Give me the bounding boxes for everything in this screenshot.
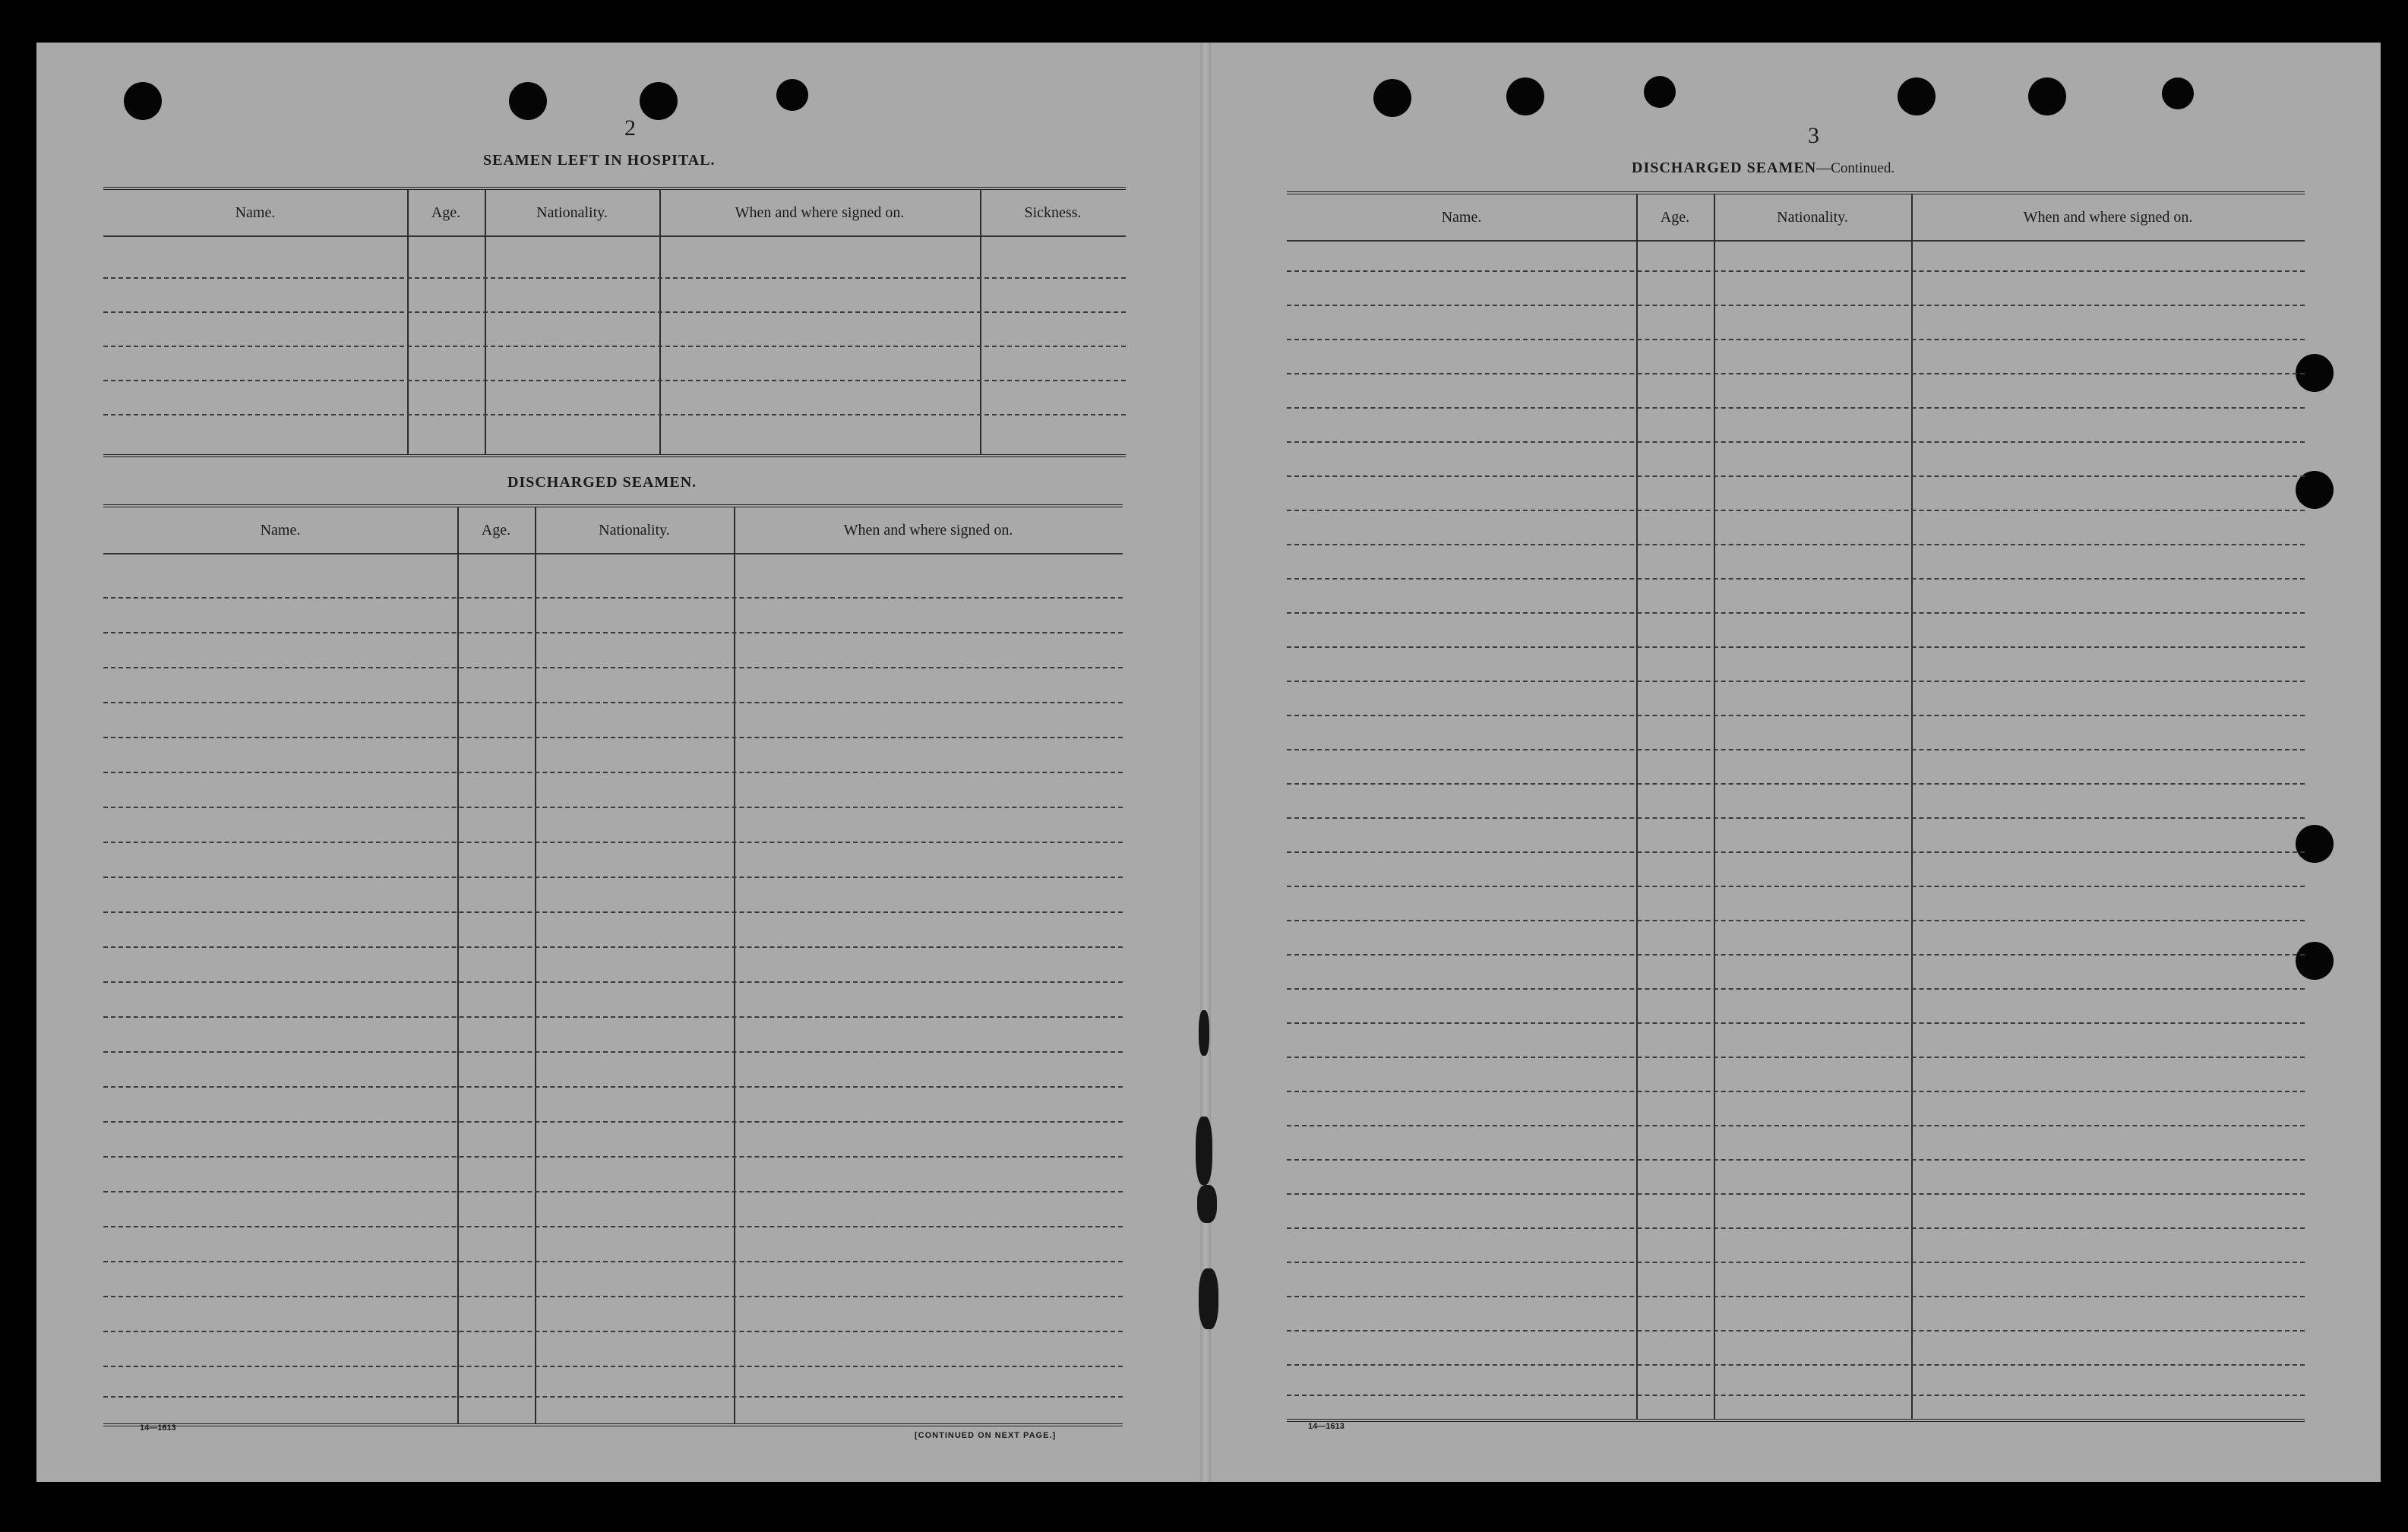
table-row <box>1287 920 2305 921</box>
discharged-table <box>103 504 1123 1426</box>
punch-hole <box>1373 79 1411 117</box>
punch-hole <box>1506 77 1544 115</box>
table-row <box>103 346 1126 347</box>
table-row <box>1287 475 2305 477</box>
section-title-discharged: DISCHARGED SEAMEN. <box>507 474 697 491</box>
table-row <box>1287 1296 2305 1297</box>
section-title-hospital: SEAMEN LEFT IN HOSPITAL. <box>483 152 716 169</box>
column-rule <box>1636 194 1638 1419</box>
column-header-nationality: Nationality. <box>535 507 734 554</box>
table-row <box>1287 441 2305 443</box>
table-row <box>103 1261 1123 1262</box>
punch-hole <box>776 79 808 111</box>
fold-damage <box>1196 1117 1212 1185</box>
table-row <box>103 380 1126 381</box>
column-header-signed-on: When and where signed on. <box>734 507 1123 554</box>
column-header-name: Name. <box>1287 194 1636 242</box>
table-row <box>1287 612 2305 614</box>
table-row <box>103 632 1123 633</box>
table-row <box>1287 1125 2305 1126</box>
punch-hole <box>1644 76 1676 108</box>
table-row <box>103 772 1123 773</box>
table-row <box>1287 544 2305 545</box>
table-row <box>103 667 1123 668</box>
page-number: 2 <box>624 115 636 141</box>
page-number: 3 <box>1808 123 1819 148</box>
table-row <box>103 807 1123 808</box>
table-row <box>1287 339 2305 340</box>
table-row <box>1287 270 2305 272</box>
section-title-discharged-continued <box>1632 160 1894 177</box>
column-rule <box>734 507 735 1423</box>
table-row <box>1287 578 2305 580</box>
punch-hole <box>2028 77 2066 115</box>
punch-hole <box>2162 77 2194 109</box>
table-row <box>1287 851 2305 853</box>
table-row <box>103 1086 1123 1088</box>
column-header-name: Name. <box>103 507 457 554</box>
punch-hole <box>1898 77 1936 115</box>
table-row <box>103 911 1123 913</box>
table-row <box>1287 510 2305 511</box>
table-row <box>103 737 1123 738</box>
table-row <box>103 842 1123 843</box>
column-rule <box>1911 194 1913 1419</box>
continued-note: [CONTINUED ON NEXT PAGE.] <box>915 1431 1057 1440</box>
column-header-name: Name. <box>103 190 407 237</box>
table-row <box>1287 1057 2305 1058</box>
table-row <box>1287 749 2305 750</box>
center-fold <box>1200 43 1211 1482</box>
form-number: 14—1613 <box>140 1423 176 1432</box>
table-row <box>103 277 1126 279</box>
table-row <box>103 311 1126 313</box>
table-row <box>1287 407 2305 409</box>
table-row <box>1287 1330 2305 1331</box>
column-header-signed-on: When and where signed on. <box>659 190 980 237</box>
table-row <box>103 1051 1123 1053</box>
punch-hole <box>509 82 547 120</box>
table-row <box>103 1396 1123 1398</box>
fold-damage <box>1197 1185 1217 1223</box>
table-row <box>103 1121 1123 1123</box>
section-title-suffix: —Continued. <box>1816 160 1895 176</box>
table-row <box>1287 1091 2305 1092</box>
column-header-nationality: Nationality. <box>1714 194 1911 242</box>
column-header-age: Age. <box>457 507 535 554</box>
column-header-age: Age. <box>407 190 485 237</box>
table-row <box>103 1226 1123 1227</box>
table-row <box>1287 305 2305 306</box>
discharged-continued-table <box>1287 191 2305 1422</box>
table-row <box>1287 646 2305 648</box>
form-number: 14—1613 <box>1308 1422 1345 1431</box>
fold-damage <box>1199 1010 1209 1056</box>
table-row <box>103 597 1123 599</box>
table-row <box>1287 1395 2305 1396</box>
column-rule <box>457 507 459 1423</box>
table-row <box>1287 954 2305 956</box>
table-row <box>1287 1159 2305 1161</box>
table-row <box>103 414 1126 415</box>
table-row <box>1287 886 2305 887</box>
table-row <box>103 1016 1123 1018</box>
table-row <box>103 981 1123 983</box>
table-row <box>1287 715 2305 716</box>
table-row <box>103 1191 1123 1192</box>
table-row <box>1287 988 2305 990</box>
column-rule <box>1714 194 1715 1419</box>
column-header-sickness: Sickness. <box>980 190 1126 237</box>
column-header-nationality: Nationality. <box>485 190 659 237</box>
table-row <box>1287 1193 2305 1195</box>
table-row <box>1287 1227 2305 1229</box>
hospital-table <box>103 187 1126 457</box>
table-row <box>1287 373 2305 374</box>
column-header-age: Age. <box>1636 194 1714 242</box>
table-row <box>1287 1364 2305 1366</box>
table-row <box>103 1331 1123 1332</box>
table-row <box>103 1156 1123 1158</box>
table-row <box>103 877 1123 878</box>
punch-hole <box>640 82 678 120</box>
table-row <box>1287 681 2305 682</box>
punch-hole <box>124 82 162 120</box>
fold-damage <box>1199 1268 1218 1329</box>
table-row <box>1287 1262 2305 1263</box>
table-row <box>103 1296 1123 1297</box>
column-header-signed-on: When and where signed on. <box>1911 194 2305 242</box>
table-row <box>103 1366 1123 1367</box>
table-row <box>103 946 1123 948</box>
section-title-text: DISCHARGED SEAMEN <box>1632 160 1817 176</box>
table-row <box>1287 817 2305 819</box>
column-rule <box>535 507 536 1423</box>
table-row <box>103 702 1123 703</box>
table-row <box>1287 783 2305 785</box>
table-row <box>1287 1022 2305 1024</box>
